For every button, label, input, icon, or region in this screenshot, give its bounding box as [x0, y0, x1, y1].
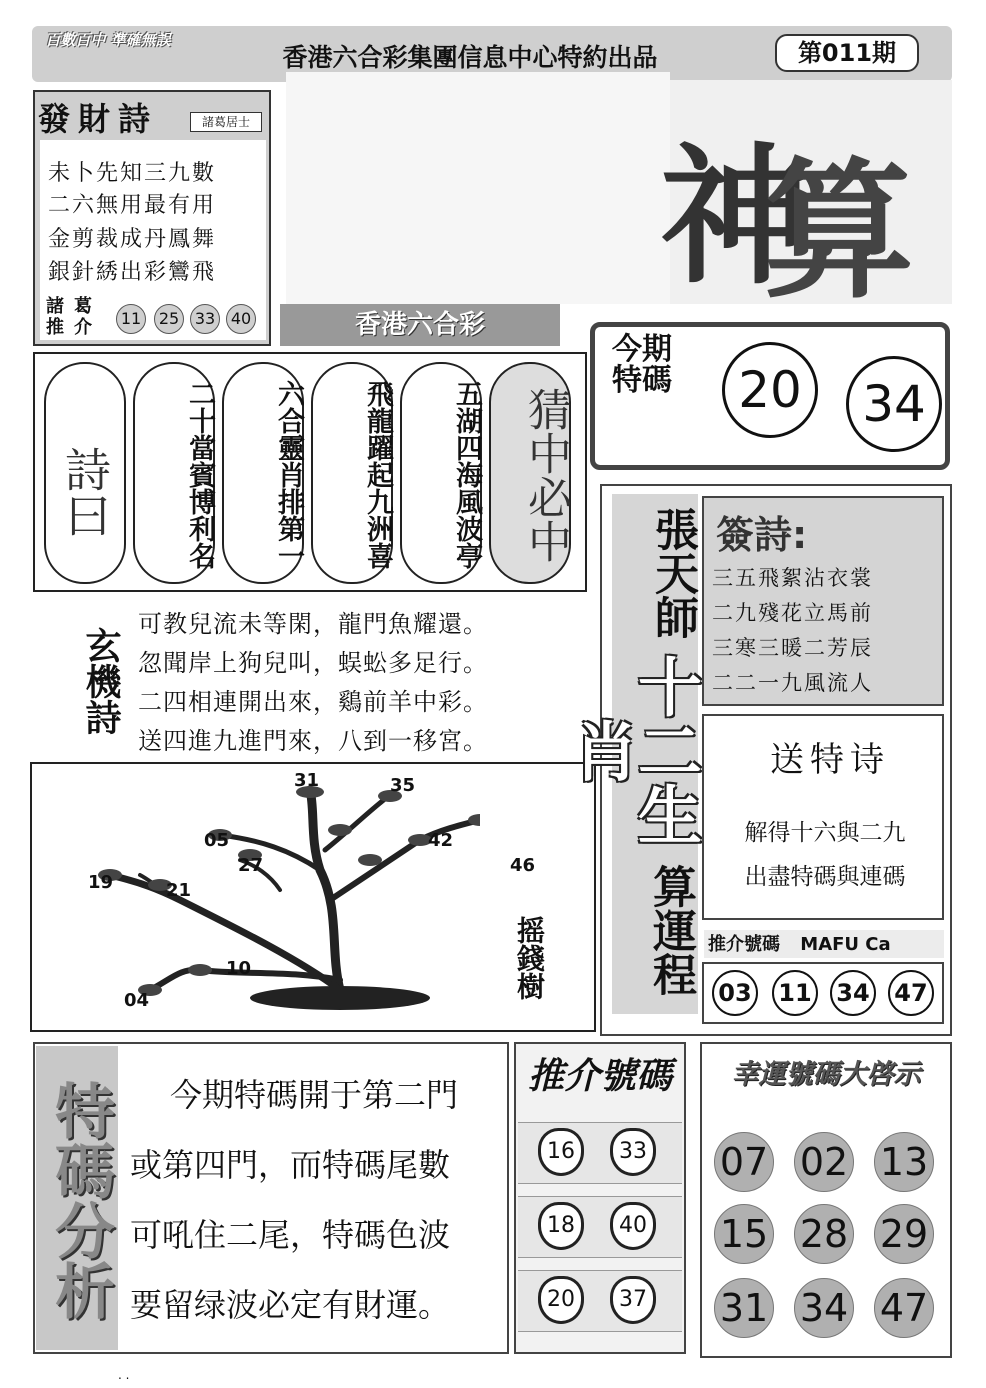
recommend-label: 推介號碼 — [708, 934, 780, 955]
tuijie-ball: 16 — [538, 1128, 584, 1176]
special-code-label: 今期特碼 — [612, 332, 672, 398]
tree-number: 19 — [88, 872, 114, 893]
recommend-ball: 03 — [712, 970, 758, 1016]
lucky-ball: 29 — [874, 1204, 934, 1264]
analysis-label: 特碼分析 — [45, 1080, 115, 1320]
analysis-line: 要留绿波必定有財運。 — [130, 1286, 451, 1324]
fortune-number-ball: 25 — [154, 304, 184, 334]
tree-number: 04 — [124, 990, 150, 1011]
fortune-number-ball: 40 — [226, 304, 256, 334]
lucky-ball: 31 — [714, 1278, 774, 1338]
qian-poem-line: 二九殘花立馬前 — [712, 601, 873, 625]
poem-guess: 猜中必中 — [520, 387, 571, 563]
special-code-ball: 20 — [722, 342, 818, 438]
tree-number: 35 — [390, 775, 416, 796]
lucky-ball: 13 — [874, 1132, 934, 1192]
tree-number: 42 — [428, 830, 454, 851]
banner-blank-area — [286, 72, 670, 304]
tuijie-ball: 33 — [610, 1128, 656, 1176]
xuanji-line: 忽聞岸上狗兒叫，蜈蚣多足行。 — [138, 649, 488, 677]
recommend-ball: 34 — [830, 970, 876, 1016]
special-code-ball: 34 — [846, 356, 942, 452]
analysis-line: 可吼住二尾，特碼色波 — [130, 1216, 451, 1254]
fortune-poem-line: 銀針綉出彩鸞飛 — [48, 260, 217, 285]
analysis-line: 今期特碼開于第二門 — [170, 1076, 459, 1114]
fortune-recommend-label: 諸葛推介 — [46, 296, 102, 338]
song-te-line: 解得十六與二九 — [744, 820, 906, 846]
lucky-ball: 28 — [794, 1204, 854, 1264]
fortune-poem-title: 發財詩 — [38, 100, 159, 138]
banner-char-suan: 算 — [764, 145, 915, 319]
lucky-ball: 02 — [794, 1132, 854, 1192]
xuanji-line: 二四相連開出來，鷄前羊中彩。 — [138, 688, 488, 716]
qian-poem-line: 三寒三暖二芳辰 — [712, 636, 873, 660]
recommend-code: MAFU Ca — [800, 934, 891, 955]
poem-column-line: 二十當賓博利名 — [184, 379, 215, 569]
poem-heading: 詩曰 — [58, 446, 112, 538]
money-tree-label: 摇錢樹 — [513, 916, 546, 1000]
publisher-title: 香港六合彩集團信息中心特約出品 — [282, 43, 658, 72]
recommend-label-bar — [704, 930, 944, 958]
lucky-title: 幸運號碼大啓示 — [731, 1059, 921, 1090]
lucky-ball: 15 — [714, 1204, 774, 1264]
lucky-ball: 34 — [794, 1278, 854, 1338]
xuanji-label: 玄機詩 — [80, 627, 121, 735]
banner-char-shen: 神 — [660, 131, 811, 305]
poem-column-line: 飛龍躍起九洲喜 — [362, 379, 393, 569]
fortune-poem-line: 未卜先知三九數 — [48, 161, 217, 186]
zodiac-top-label: 張天師 — [647, 507, 698, 639]
song-te-title: 送特诗 — [770, 740, 890, 780]
footer-mark: . . — [118, 1368, 130, 1382]
tree-number: 10 — [226, 958, 252, 979]
lucky-ball: 47 — [874, 1278, 934, 1338]
tree-number: 46 — [510, 855, 536, 876]
tuijie-title: 推介號碼 — [527, 1056, 672, 1097]
fortune-number-ball: 11 — [116, 304, 146, 334]
lucky-ball: 07 — [714, 1132, 774, 1192]
header-tagline: 百數百中 準確無誤 — [45, 31, 171, 49]
tuijie-ball: 40 — [610, 1202, 656, 1250]
tree-number: 21 — [166, 880, 192, 901]
tree-number: 27 — [238, 855, 264, 876]
song-te-line: 出盡特碼與連碼 — [744, 864, 906, 890]
zodiac-bottom-label: 算運程 — [645, 864, 696, 996]
analysis-line: 或第四門，而特碼尾數 — [130, 1146, 451, 1184]
qian-poem-title: 簽詩: — [716, 513, 808, 557]
fortune-poem-line: 金剪裁成丹鳳舞 — [48, 227, 217, 252]
xuanji-line: 送四進九進門來，八到一移宮。 — [138, 727, 488, 755]
tuijie-ball: 37 — [610, 1276, 656, 1324]
tree-number: 31 — [294, 770, 320, 791]
fortune-poem-line: 二六無用最有用 — [48, 193, 217, 218]
recommend-ball: 47 — [888, 970, 934, 1016]
qian-poem-line: 二二一九風流人 — [712, 671, 873, 695]
xuanji-line: 可教兒流未等閑，龍門魚耀還。 — [138, 610, 488, 638]
poem-column-line: 五湖四海風波亭 — [451, 379, 482, 569]
recommend-ball: 11 — [772, 970, 818, 1016]
poem-column-line: 六合靈肖排第一 — [273, 379, 304, 569]
tuijie-ball: 18 — [538, 1202, 584, 1250]
issue-number: 第011期 — [775, 34, 919, 72]
qian-poem-line: 三五飛絮沾衣裳 — [712, 566, 873, 590]
tuijie-ball: 20 — [538, 1276, 584, 1324]
money-tree-icon — [40, 780, 480, 1020]
fortune-poem-author: 諸葛居士 — [190, 112, 262, 132]
hk-lottery-bar: 香港六合彩 — [280, 304, 560, 346]
tree-number: 05 — [204, 830, 230, 851]
fortune-number-ball: 33 — [190, 304, 220, 334]
zodiac-mid-label: 十二生肖 — [563, 654, 701, 846]
